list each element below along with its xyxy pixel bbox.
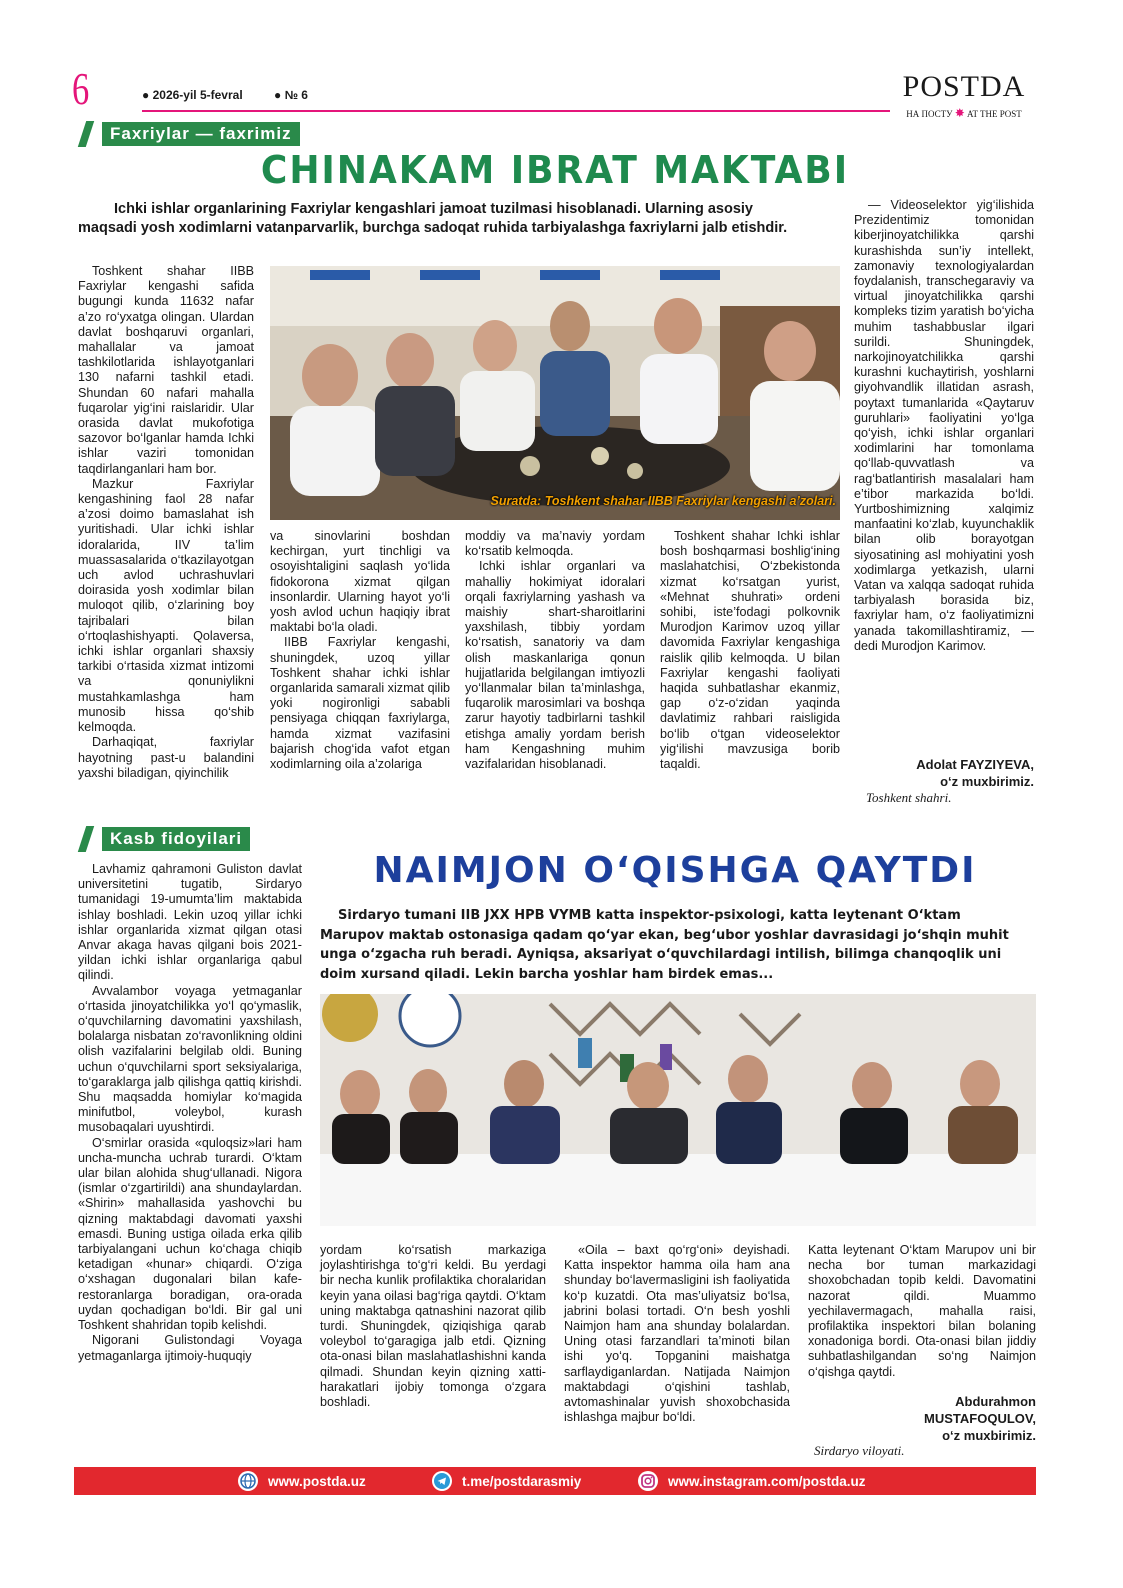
article2-lead: Sirdaryo tumani IIB JXX HPB VYMB katta inspektor-psixologi, katta leytenant O‘ktam Marupov maktab ostonasiga qadam qo‘yar ekan, beg‘ubor yoshlar davrasidagi jo‘shqin muhit unga o‘zgacha ruh beradi. Ayniqsa, aksariyat o‘quvchilardagi intilish, bilimga chanqoqlik uni doim xursand qiladi. Lekin barcha yoshlar ham birdek emas...: [320, 908, 1009, 982]
paragraph: Avvalambor voyaga yetmaganlar o‘rtasida jinoyatchilikka yo‘l qo‘ymaslik, o‘quvchilarning davomatini yaxshilash, bolalarga nisbatan zo‘ravonlikning oldini olish vazifalarini belgilab oldi. Buning uchun o‘quvchilarni sport seksiyalariga, to‘garaklarga jalb qilishga qattiq kirishdi. Shu maqsadda homiylar ko‘magida minifutbol, voleybol, kurash musobaqalari uyushtirdi.: [78, 983, 302, 1135]
article1-column-1: [78, 264, 254, 781]
paragraph: IIBB Faxriylar kengashi, shuningdek, uzoq yillar Toshkent shahar ichki ishlar organlarida samarali xizmat qilib yoki nogironligi sababli pensiyaga chiqqan faxriylarga, hamda xizmat vazifasini bajarish chog‘ida vafot etgan xodimlarning oila a’zolariga: [270, 635, 450, 772]
article1-title: CHINAKAM IBRAT MAKTABI: [260, 148, 850, 192]
logo-subtitle: [890, 106, 1038, 121]
article1-lead: Ichki ishlar organlarining Faxriylar kengashlari jamoat tuzilmasi hisoblanadi. Ularning asosiy maqsadi yosh xodimlarni vatanparvarlik, burchga sadoqat ruhida tarbiyalashga faxriylarni jalb etishdir.: [78, 201, 788, 236]
article1-column-2: [270, 529, 450, 772]
author-last-name: MUSTAFOQULOV,: [924, 1411, 1036, 1426]
logo-word: POSTDA: [902, 70, 1026, 103]
paragraph: «Oila – baxt qo‘rg‘oni» deyishadi. Katta inspektor hamma oila ham ana shunday bo‘lavermasligini ish faoliyatida ko‘p kuzatdi. Ota mas’uliyatsiz bo‘lsa, jabrini bolasi tortadi. O‘n besh yoshli Naimjon ham ana shunday bolalardan. Uning otasi farzandlari ta’minoti bilan ishi yo‘q. Topganini maishatga sarflaydiganlardan. Natijada Naimjon maktabdagi o‘qishini tashlab, avtomashinalar yuvish shoxobchasida ishlashga majbur bo‘ldi.: [564, 1243, 790, 1425]
author-first-name: Abdurahmon: [955, 1394, 1036, 1409]
rubric-article2: [78, 826, 250, 852]
rubric-slash-icon: [78, 121, 96, 147]
footer-web-link[interactable]: www.postda.uz: [268, 1473, 366, 1489]
paragraph: Nigorani Gulistondagi Voyaga yetmaganlarga ijtimoiy-huquqiy: [78, 1333, 302, 1363]
paragraph: va sinovlarini boshdan kechirgan, yurt tinchligi va osoyishtaligini saqlash yo‘lida fidokorona xizmat qilgan insonlardir. Ularning hayot yo‘li yosh avlod uchun haqiqiy ibrat maktabi bo‘la oladi.: [270, 529, 450, 635]
paragraph: Lavhamiz qahramoni Guliston davlat universitetini tugatib, Sirdaryo tumanidagi 19-umumta’lim maktabida ishlay boshladi. Lekin uzoq yillar ichki ishlar organlarida xizmat qilgan otasi Anvar akaga havas qilgani bois 2021-yildan ichki ishlar organlariga qabul qilindi.: [78, 862, 302, 983]
paragraph: — Videoselektor yig‘ilishida Prezidentimiz tomonidan kiberjinoyatchilikka qarshi kurashishda sun’iy intellekt, zamonaviy texnologiyalardan foydalanish, transchegaraviy va virtual jinoyatchilikka qarshi kompleks tizim yaratish bo‘yicha muhim tashabbuslar ilgari surildi. Shuningdek, narkojinoyatchilikka qarshi kurashni kuchaytirish, yoshlarni giyohvandlik illatidan asrash, poytaxt tumanlarida «Qaytaruv guruhlari» faoliyatini yo‘lga qo‘yish, ichki ishlar organlari xodimlarini har tomonlama qo‘llab-quvvatlash va rag‘batlantirish masalalari ham e’tibor markazida bo‘ldi. Yurtboshimizning xalqimiz manfaatini ko‘zlab, kuyunchaklik bilan olib borayotgan siyosatining asl mohiyatini yosh xodimlarga yetkazish, ularni Vatan va xalqqa sadoqat ruhida tarbiyalash borasida biz, faxriylar ham, o‘z faoliyatimizni yanada takomillashtiramiz, — dedi Murodjon Karimov.: [854, 198, 1034, 653]
article2-place: Sirdaryo viloyati.: [814, 1443, 905, 1458]
page-number: 6: [72, 63, 90, 114]
instagram-icon: [638, 1471, 658, 1491]
logo-sub-right: AT THE POST: [967, 109, 1022, 119]
rubric-article1: [78, 121, 300, 147]
paragraph: moddiy va ma’naviy yordam ko‘rsatib kelmoqda.: [465, 529, 645, 559]
paragraph: Toshkent shahar Ichki ishlar bosh boshqarmasi boshlig‘ining maslahatchisi, O‘zbekistonda xizmat ko‘rsatgan yurist, «Mehnat shuhrati» ordeni sohibi, iste’fodagi polkovnik Murodjon Karimov uzoq yillar davomida Faxriylar kengashiga raislik qilib kelmoqda. U bilan Faxriylar kengashi faoliyati haqida suhbatlashar ekanmiz, gap o‘z-o‘zidan yaqinda davlatimiz rahbari raisligida bo‘lib o‘tgan videoselektor yig‘ilishi mavzusiga borib taqaldi.: [660, 529, 840, 772]
paragraph: O‘smirlar orasida «quloqsiz»lari ham uncha-muncha uchrab turardi. O‘ktam ular bilan alohida shug‘ullanadi. Nigora (ismlar o‘zgartirildi) ana shundaylardan. «Shirin» mahallasida yashovchi bu qizning maktabdagi davomati yaxshi emasdi. Buning ustiga oilada erka qilib tarbiyalangani uchun ko‘chaga chiqib ketadigan «hunar» chiqardi. O‘ziga o‘xshagan dugonalari bilan kafe-restoranlarga boradigan, ora-orada uydan qochadigan bo‘ldi. Bir gal uni Toshkent shahridan topib kelishdi.: [78, 1135, 302, 1333]
author-name: Adolat FAYZIYEVA,: [916, 757, 1034, 772]
article1-photo: [270, 266, 840, 520]
article2-column-4: [808, 1243, 1036, 1380]
paragraph: Darhaqiqat, faxriylar hayotning past-u balandini yaxshi biladigan, qiyinchilik: [78, 735, 254, 780]
rubric-label: Faxriylar — faxrimiz: [102, 122, 300, 146]
header-rule: [142, 110, 890, 112]
article2-signature: [808, 1393, 1036, 1444]
article2-title: NAIMJON O‘QISHGA QAYTDI: [373, 850, 977, 891]
footer-web[interactable]: [238, 1471, 366, 1491]
paragraph: Katta leytenant O‘ktam Marupov uni bir necha bor tuman markazidagi shoxobchadan topib keldi. Davomatini nazorat qildi. Muammo yechilavermagach, mahalla raisi, profilaktika inspektori bilan bolaning xonadoniga bordi. Ota-onasi bilan jiddiy suhbatlashilgandan so‘ng Naimjon o‘qishga qaytdi.: [808, 1243, 1036, 1379]
article2-column-1: [78, 862, 302, 1364]
article1-signature: [854, 756, 1034, 790]
telegram-icon: [432, 1471, 452, 1491]
school-meeting-photo: [320, 994, 1036, 1226]
article2-column-2: [320, 1243, 546, 1410]
article1-column-4: [660, 529, 840, 772]
rubric-label: Kasb fidoyilari: [102, 827, 250, 851]
author-role: o‘z muxbirimiz.: [942, 1428, 1036, 1443]
globe-icon: [238, 1471, 258, 1491]
paragraph: Ichki ishlar organlari va mahalliy hokimiyat idoralari orqali faxriylarning yashash va maishiy shart-sharoitlarini yaxshilash, tibbiy yordam ko‘rsatish, sanatoriy va dam olish maskanlariga qonun hujjatlarida belgilangan imtiyozli yo‘llanmalar bilan ta’minlashga, fuqarolik marosimlari va boshqa zarur hayotiy tadbirlarni tashkil etishga amaliy yordam berish ham Kengashning muhim vazifalaridan hisoblanadi.: [465, 559, 645, 772]
footer-instagram-link[interactable]: www.instagram.com/postda.uz: [668, 1473, 866, 1489]
article1-column-5: [854, 198, 1034, 654]
author-role: o‘z muxbirimiz.: [940, 774, 1034, 789]
article1-column-3: [465, 529, 645, 772]
footer-telegram-link[interactable]: t.me/postdarasmiy: [462, 1473, 582, 1489]
footer-telegram[interactable]: [432, 1471, 581, 1491]
issue-date: 2026-yil 5-fevral: [152, 88, 243, 102]
footer-instagram[interactable]: [638, 1471, 866, 1491]
rubric-slash-icon: [78, 826, 96, 852]
article1-place: Toshkent shahri.: [866, 790, 952, 805]
masthead-logo: [890, 72, 1038, 121]
article2-photo: [320, 994, 1036, 1226]
veterans-meeting-photo: [270, 266, 840, 520]
star-icon: ✸: [954, 106, 965, 120]
logo-sub-left: НА ПОСТУ: [906, 109, 953, 119]
dateline: ● 2026-yil 5-fevral ● № 6: [142, 88, 308, 102]
article2-column-3: [564, 1243, 790, 1425]
paragraph: Mazkur Faxriylar kengashining faol 28 nafar a’zosi doimo bamaslahat ish yuritishadi. Ular ichki ishlar idoralarida, IIV ta’lim muassasalarida o‘tkazilayotgan uch avlod uchrashuvlari doirasida yosh xodimlar bilan muloqot qilib, o‘zlarining boy tajribalari bilan o‘rtoqlashishyapti. Qolaversa, ichki ishlar organlari shaxsiy tarkibi o‘rtasida xizmat intizomi va qonuniylikni mustahkamlashga ham munosib hissa qo‘shib kelmoqda.: [78, 476, 254, 735]
paragraph: Toshkent shahar IIBB Faxriylar kengashi safida bugungi kunda 11632 nafar a’zo ro‘yxatga olingan. Ulardan davlat boshqaruvi organlari, mahallalar va jamoat tashkilotlarida ishlayotganlari 130 nafarni tashkil etadi. Shundan 60 nafari mahalla fuqarolar yig‘ini raislaridir. Ular orasida davlat mukofotiga sazovor bo‘lganlar hamda Ichki ishlar vaziri tomonidan taqdirlanganlari ham bor.: [78, 264, 254, 476]
paragraph: yordam ko‘rsatish markaziga joylashtirishga to‘g‘ri keldi. Bu yerdagi bir necha kunlik profilaktika choralaridan keyin yana oilasi bag‘riga qaytdi. O‘ktam uning maktabga qatnashini nazorat qilib turdi. Shuningdek, qiziqishiga qarab voleybol to‘garagiga jalb etdi. Qizning ota-onasi bilan maslahatlashishni kanda qilmadi. Shundan keyin qizning xatti-harakatlari ijobiy tomonga o‘zgara boshladi.: [320, 1243, 546, 1410]
footer-bar: [74, 1467, 1036, 1495]
article1-photo-caption: Suratda: Toshkent shahar IIBB Faxriylar kengashi a’zolari.: [490, 494, 836, 508]
issue-number: № 6: [284, 88, 308, 102]
